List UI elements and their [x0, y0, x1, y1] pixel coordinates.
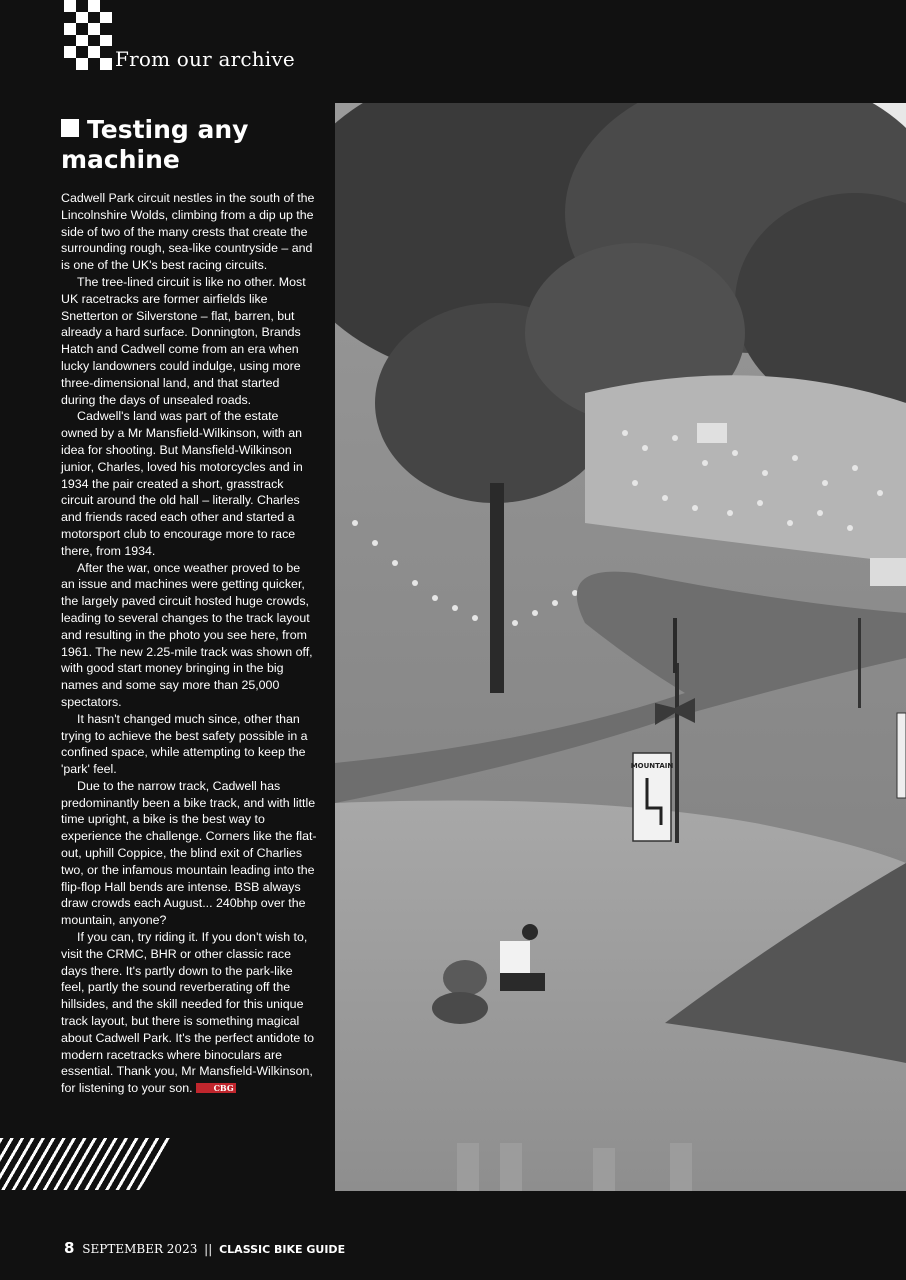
checker-square [100, 12, 112, 24]
checker-square [88, 58, 100, 70]
checker-square [88, 12, 100, 24]
decorative-stripes [0, 1138, 174, 1190]
checker-square [76, 12, 88, 24]
checker-square [100, 58, 112, 70]
circuit-photo-illustration [335, 103, 906, 1191]
checker-square [100, 23, 112, 35]
checker-square [88, 35, 100, 47]
article-headline [61, 115, 326, 175]
cbg-end-badge: CBG [196, 1083, 236, 1093]
checker-square [76, 58, 88, 70]
sign-text: MOUNTAIN [630, 762, 674, 770]
paragraph: Cadwell's land was part of the estate owned by a Mr Mansfield-Wilkinson, with an idea for shooting. But Mansfield-Wilkinson junior, Charles, loved his motorcycles and in 1934 the pair created a short, grasstrack circuit around the old hall – literally. Charles and friends raced each other and started a motorsport club to encourage more to race there, from 1934. [61, 409, 303, 558]
square-bullet-icon [61, 119, 79, 137]
headline-text: Testing any machine [61, 115, 249, 174]
paragraph: Cadwell Park circuit nestles in the south of the Lincolnshire Wolds, climbing from a dip up the side of two of the many crests that create the surrounding rough, sea-like countryside – and is one of the UK's best racing circuits. [61, 191, 315, 273]
checker-square [76, 0, 88, 12]
checker-square [100, 35, 112, 47]
page-footer [64, 1239, 345, 1257]
checker-square [64, 46, 76, 58]
paragraph-last [61, 929, 317, 1097]
section-label: From our archive [115, 47, 295, 71]
checkered-flag-logo [64, 0, 112, 70]
checker-square [100, 46, 112, 58]
paragraph: After the war, once weather proved to be an issue and machines were getting quicker, the largely paved circuit hosted huge crowds, leading to several changes to the track layout and resulting in the photo you see here, from 1961. The new 2.25-mile track was shown off, with good start money bringing in the big names and some say more than 25,000 spectators. [61, 560, 313, 709]
checker-square [100, 0, 112, 12]
paragraph: The tree-lined circuit is like no other. Most UK racetracks are former airfields like Snetterton or Silverstone – flat, barren, but already a hard surface. Donnington, Brands Hatch and Cadwell come from an era when lucky landowners could indulge, using more three-dimensional land, and that started during the days of unsealed roads. [61, 274, 306, 407]
issue-date: SEPTEMBER 2023 [82, 1242, 198, 1256]
paragraph: Due to the narrow track, Cadwell has predominantly been a bike track, and with little time upright, a bike is the best way to experience the challenge. Corners like the flat-out, uphill Coppice, the blind exit of Charlies two, or the infamous mountain leading into the flip-flop Hall bends are intense. BSB always draw crowds each August... 240bhp over the mountain, anyone? [61, 778, 317, 928]
checker-square [76, 23, 88, 35]
checker-square [76, 46, 88, 58]
checker-square [64, 35, 76, 47]
page-number: 8 [64, 1239, 75, 1257]
checker-square [64, 23, 76, 35]
checker-square [64, 58, 76, 70]
paragraph-text: If you can, try riding it. If you don't wish to, visit the CRMC, BHR or other classic race days there. It's partly down to the park-like feel, partly the sound reverberating off the hillsides, and the skill needed for this unique track layout, but there is something magical about Cadwell Park. It's the perfect antidote to modern racetracks where binoculars are essential. Thank you, Mr Mansfield-Wilkinson, for listening to your son. [61, 930, 315, 1096]
checker-square [64, 12, 76, 24]
archive-photo [335, 103, 906, 1191]
checker-square [88, 46, 100, 58]
checker-square [76, 35, 88, 47]
paragraph: It hasn't changed much since, other than trying to achieve the best safety possible in a confined space, while attempting to keep the 'park' feel. [61, 711, 308, 777]
checker-square [64, 0, 76, 12]
checker-square [88, 0, 100, 12]
footer-separator: || [204, 1242, 213, 1256]
magazine-name: CLASSIC BIKE GUIDE [219, 1243, 346, 1256]
checker-square [88, 23, 100, 35]
article-body [61, 190, 317, 1097]
